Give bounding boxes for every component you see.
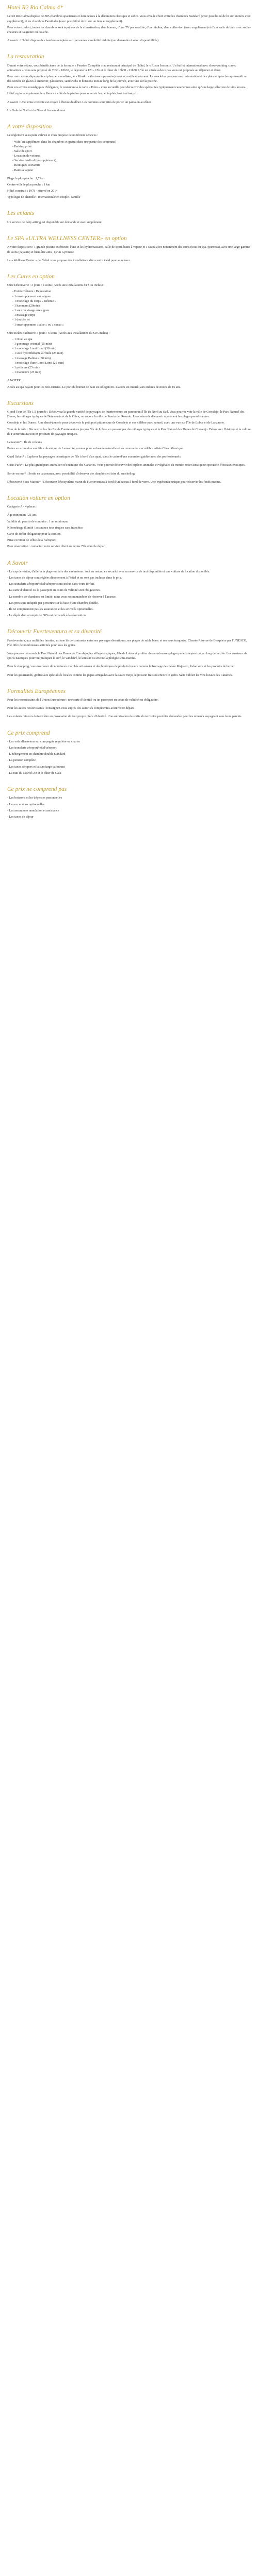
paragraph: - Le nombre de chambres est limité, nous vous recommandons de réserver à l'avance. (7, 595, 117, 599)
list-item: - 1 massage Balinais (30 min) (12, 356, 51, 360)
paragraph: Un service de baby-sitting est disponible sur demande et avec supplément (7, 220, 102, 224)
restauration-section (7, 53, 251, 113)
section-title: Formalités Européennes (7, 688, 66, 694)
list-item: - Bains à vapeur (12, 168, 34, 172)
list-item: - Salle de sport (12, 149, 32, 153)
cures-section (7, 273, 251, 389)
location-section (7, 495, 251, 549)
savoir-section (7, 560, 251, 618)
section-title: A Savoir (7, 560, 28, 566)
paragraph: Accès au spa payant pour les non-curistes. Le port du bonnet de bain est obligatoire. L'accès est interdit aux enfants de moins de 16 ans. (7, 385, 181, 389)
paragraph: Cure Découverte : 3 jours / 4 soins (Accès aux installations du SPA inclus) : (7, 283, 105, 287)
paragraph: - Les vols aller/retour sur compagnie régulière ou charter (7, 739, 80, 743)
paragraph: Pour les gourmands, goûtez aux spécialités locales comme les papas arrugadas avec la sauce mojo, le poisson frais ou encore le gofio. Sans oublier les vins locaux des Canaries. (7, 673, 233, 677)
list-item: - 1 gommage oriental (25 min) (12, 342, 52, 346)
paragraph: - Le cap de visiter, d'aller à la plage ou faire des excursions : tout en restant en sécurité avec un service de taxi disponible et une voiture de location disponible. (7, 569, 210, 573)
paragraph: Pour votre confort, toutes les chambres sont équipées de la climatisation, d'un bureau, d'une TV par satellite, d'un minibar, d'un coffre-fort (avec supplément) et d'une salle de bain avec sèche-cheveux et baignoire ou douche. (7, 25, 251, 34)
page (0, 0, 258, 826)
paragraph: Pour réservation : contactez notre service client au moins 72h avant le départ (7, 545, 106, 549)
paragraph: - L'hébergement en chambre double Standard (7, 752, 66, 756)
paragraph: Validité du permis de conduire : 1 an minimum (7, 519, 68, 523)
list-item: - Location de voitures (12, 154, 41, 158)
paragraph: - Les boissons et les dépenses personnelles (7, 796, 62, 800)
paragraph: A votre disposition : 1 grande piscine extérieure, l'une et les hydromassants, salle de sport, bains à vapeur et 1 sauna avec notamment des soins (tous du spa Ayurveda), avec une large gamme de soins (payants) et bien-être ainsi, qu'un Gymnase. (7, 245, 250, 254)
paragraph: Durant votre séjour, vous bénéficierez de la formule « Pension Complète » au restaurant principal de l'hôtel, le « Rossa Jensen ». Un buffet international avec show-cooking « avec animations » vous sera proposé de 7h30 - 10h30, le déjeuner à 12h - 15h et le dîner de 18h30 - 21h30. L'île est située à deux pas vous est proposée au déjeuner et dîner. (7, 63, 236, 72)
paragraph: Fuerteventura, aux multiples facettes, est une île de contrastes entre ses paysages désertiques, ses plages de sable blanc et ses eaux turquoise. Classée Réserve de Biosphère par l'UNESCO, l'île offre de nombreuses activités pour tous les goûts. (7, 638, 247, 647)
section-title: Les enfants (7, 210, 35, 217)
paragraph: Quad Safari* : Explorez les paysages désertiques de l'île à bord d'un quad, dans le cadre d'une excursion guidée avec des professionnels. (7, 455, 182, 459)
paragraph: Lanzarote* : Ile de volcans (7, 440, 42, 444)
list-item: - 1 pédicure (25 min) (12, 365, 40, 369)
paragraph: Pour les autres ressortissants : renseignez-vous auprès des autorités compétentes avant votre départ. (7, 706, 135, 710)
paragraph: Sortie en mer* : Sortie en catamaran, avec possibilité d'observer des dauphins et faire du snorkeling. (7, 471, 136, 476)
paragraph: Les enfants mineurs doivent être en possession de leur propre pièce d'identité. Une autorisation de sortie du territoire peut être demandée pour les mineurs voyageant sans leurs parents. (7, 715, 243, 719)
paragraph: Un Gala de Noël et du Nouvel An sera donné. (7, 108, 66, 112)
list-item: - Parking privé (12, 144, 32, 148)
paragraph: Typologie de clientèle : internationale en couple / famille (7, 195, 80, 199)
section-title: Excursions (7, 400, 34, 406)
paragraph: La « Wellness Center » de l'hôtel vous propose des installations d'un centre idéal pour se relaxer. (7, 258, 131, 262)
paragraph: Le règlement se rajoute 24h/24 et vous propose de nombreux services : (7, 133, 99, 138)
service-list (7, 140, 251, 173)
section-title: Ce prix comprend (7, 730, 50, 736)
paragraph: - Les taxes de séjour (7, 815, 34, 819)
enfants-section (7, 210, 251, 225)
paragraph: Le R2 Rio Calma dispose de 385 chambres spacieuses et lumineuses à la décoration classique et sobre. Vous avez le choix entre les chambres Standard (avec possibilité de lit sur un tiers avec supplément), et les chambres Familiales (avec possibilité de lit sur un tiers et supplément). (7, 14, 251, 23)
list-item: - Entrée Détente / Dégustation (12, 290, 52, 294)
decouvrir-section (7, 628, 251, 677)
paragraph: Carte de crédit obligatoire pour la caution (7, 532, 61, 536)
paragraph: Corralejo et les Dunes : Une demi-journée pour découvrir le petit port pittoresque de Corralejo et son célèbre parc naturel, avec une vue sur l'île de Lobos et de Lanzarote. (7, 421, 225, 425)
cure-list (7, 289, 251, 327)
section-title: Hotel R2 Rio Calma 4* (7, 5, 63, 11)
paragraph: Tour de la côte : Découvrez la côte Est de Fuerteventura jusqu'à l'île de Lobos, en passant par des villages typiques et le Parc Naturel des Dunes de Corralejo. Découvrez l'histoire et la culture de Fuerteventura tout en profitant de paysages uniques. (7, 427, 251, 436)
section-title: A votre disposition (7, 123, 52, 130)
paragraph: Prise et retour de véhicule à l'aéroport (7, 538, 56, 543)
section-title: Ce prix ne comprend pas (7, 786, 67, 792)
paragraph: - La pension complète (7, 758, 36, 762)
paragraph: Pour une cuisine dépaysante et plus personnalisée, le « Kiosko » (boissons payantes) vous accueille également. Le snack-bar propose une restauration et des plats simples les après-midi ou des soirées de glaces à emporter, pâtisseries, sandwichs et boissons tout au long de la journée, avec vue sur la piscine. (7, 74, 247, 83)
list-item: - 1 rituel au spa (12, 337, 33, 341)
excursions-section (7, 400, 251, 484)
paragraph: Pour le shopping, vous trouverez de nombreux marchés artisanaux et des boutiques de produits locaux comme le fromage de chèvre Majorero, l'aloe vera et les produits de la mer. (7, 665, 235, 669)
list-item: - Wifi (en supplément dans les chambres et gratuit dans une partie des communs) (12, 140, 116, 144)
paragraph: - Les assurances annulation et assistance (7, 808, 59, 812)
paragraph: A NOTER : (7, 379, 23, 383)
section-title: Location voiture en option (7, 495, 70, 501)
paragraph: Kilométrage illimité / assurance tous risques sans franchise (7, 526, 83, 530)
paragraph: Hôtel régional également le « Ram » à côté de la piscine pour se servir les petits plats froids à bas prix. (7, 92, 139, 96)
wellness-section (7, 235, 251, 263)
list-item: - 1 soin du visage aux algues (12, 309, 50, 313)
list-item: - Boutiques souvenirs (12, 163, 40, 167)
paragraph: Partez en excursion sur l'île volcanique de Lanzarote, connue pour sa beauté naturelle et les œuvres de son célèbre artiste César Manrique. (7, 447, 184, 451)
paragraph: Grand Tour de l'île 1/2 journée : Découvrez la grande variété de paysages de Fuerteventura en parcourant l'île du Nord au Sud. Vous pourrez voir la ville de Corralejo, le Parc Naturel des Dunes, les villages typiques de Betancuria et de la Oliva, ou encore la ville de Puerto del Rosario. L'occasion de découvrir également les plages paradisiaques. (7, 410, 245, 419)
paragraph: Centre-ville le plus proche : 1 km (7, 182, 51, 187)
paragraph: - Les transferts aéroport/hôtel/aéroport sont inclus dans votre forfait. (7, 582, 95, 586)
paragraph: Découverte Sous-Marine* : Découvrez l'écosystème marin de Fuerteventura à bord d'un bateau à fond de verre. Une expérience unique pour observer les fonds marins. (7, 480, 221, 484)
list-item: - 1 enveloppement « aloe » ou « cacao » (12, 323, 64, 327)
cure-list (7, 337, 251, 375)
formalites-section (7, 688, 251, 719)
paragraph: - Ils ne comprennent pas les assurances et les activités optionnelles. (7, 607, 94, 611)
list-item: - 1 manucure (25 min) (12, 370, 41, 375)
paragraph: Catégorie A - 4 places : (7, 505, 37, 509)
list-item: - Service médical (en supplément) (12, 159, 56, 163)
paragraph: Plage la plus proche : 1,7 km (7, 176, 45, 180)
paragraph: - Les taxes de séjour sont réglées directement à l'hôtel et ne sont pas incluses dans le prix. (7, 576, 122, 580)
section-title: La restauration (7, 54, 44, 60)
paragraph: Pour les ressortissants de l'Union Européenne : une carte d'identité ou un passeport en cours de validité est obligatoire. (7, 698, 159, 702)
comprend-pas-section (7, 786, 251, 819)
paragraph: - Les prix sont indiqués par personne sur la base d'une chambre double. (7, 601, 99, 605)
paragraph: - Les taxes aéroport et la surcharge carburant (7, 765, 65, 769)
list-item: - 1 douche jet (12, 318, 30, 322)
paragraph: - Les excursions optionnelles (7, 802, 45, 806)
disposition-section (7, 123, 251, 199)
paragraph: Pour vos envies nostalgiques d'élégance, le restaurant à la carte « Eden » vous accueille pour découvrir des spécialités typiquement canariennes ainsi qu'une large sélection de vins locaux. (7, 86, 246, 90)
paragraph: Hôtel construit : 1978 - rénové en 2014 (7, 189, 58, 193)
list-item: - 1 modelage d'une Lomi Lomi (25 min) (12, 361, 64, 365)
paragraph: - Le dépôt d'un acompte de 30% est demandé à la réservation. (7, 614, 87, 618)
paragraph: A savoir : L'hôtel dispose de chambres adaptées aux personnes à mobilité réduite (sur demande et selon disponibilités). (7, 39, 159, 43)
paragraph: - Les transferts aéroport/hôtel/aéroport (7, 746, 57, 750)
section-title: Découvrir Fuerteventura et sa diversité (7, 629, 102, 635)
list-item: - 1 modelage du corps « Détente » (12, 299, 57, 303)
comprend-section (7, 730, 251, 775)
paragraph: Oasis Park* : Le plus grand parc animalier et botanique des Canaries. Vous pourrez découvrir des espèces animales et végétales du monde entier ainsi qu'un spectacle d'oiseaux exotiques. (7, 463, 246, 467)
section-title: Le SPA «ULTRA WELLNESS CENTER» en option (7, 235, 127, 242)
section-title: Les Cures en option (7, 273, 55, 280)
paragraph: - La carte d'identité ou le passeport en cours de validité sont obligatoires. (7, 588, 101, 592)
list-item: - 1 hammam (20min) (12, 303, 40, 308)
list-item: - 1 massage corps (12, 313, 36, 317)
list-item: - 1 modelage Lomi Lomi (30 min) (12, 347, 57, 351)
paragraph: A savoir : Une tenue correcte est exigée à l'heure du dîner. Les hommes sont priés de porter un pantalon au dîner. (7, 100, 152, 104)
paragraph: Vous pourrez découvrir le Parc Naturel des Dunes de Corralejo, les villages typiques, l'île de Lobos et profiter des nombreuses plages paradisiaques tout au long de la côte. Les amateurs de sports nautiques pourront pratiquer le surf, le windsurf, le kitesurf ou encore la plongée sous-marine. (7, 651, 248, 660)
paragraph: Âge minimum : 21 ans (7, 513, 37, 517)
list-item: - 1 soin hydrothérapie à l'huile (25 min) (12, 351, 63, 355)
paragraph: Cure Relax Exclusive: 3 jours / 6 soins (Accès aux installations du SPA inclus) : (7, 331, 110, 335)
intro-section (7, 4, 251, 43)
paragraph: - La nuit du Nouvel An et le dîner de Gala (7, 771, 61, 775)
list-item: - 1 enveloppement aux algues (12, 294, 51, 298)
